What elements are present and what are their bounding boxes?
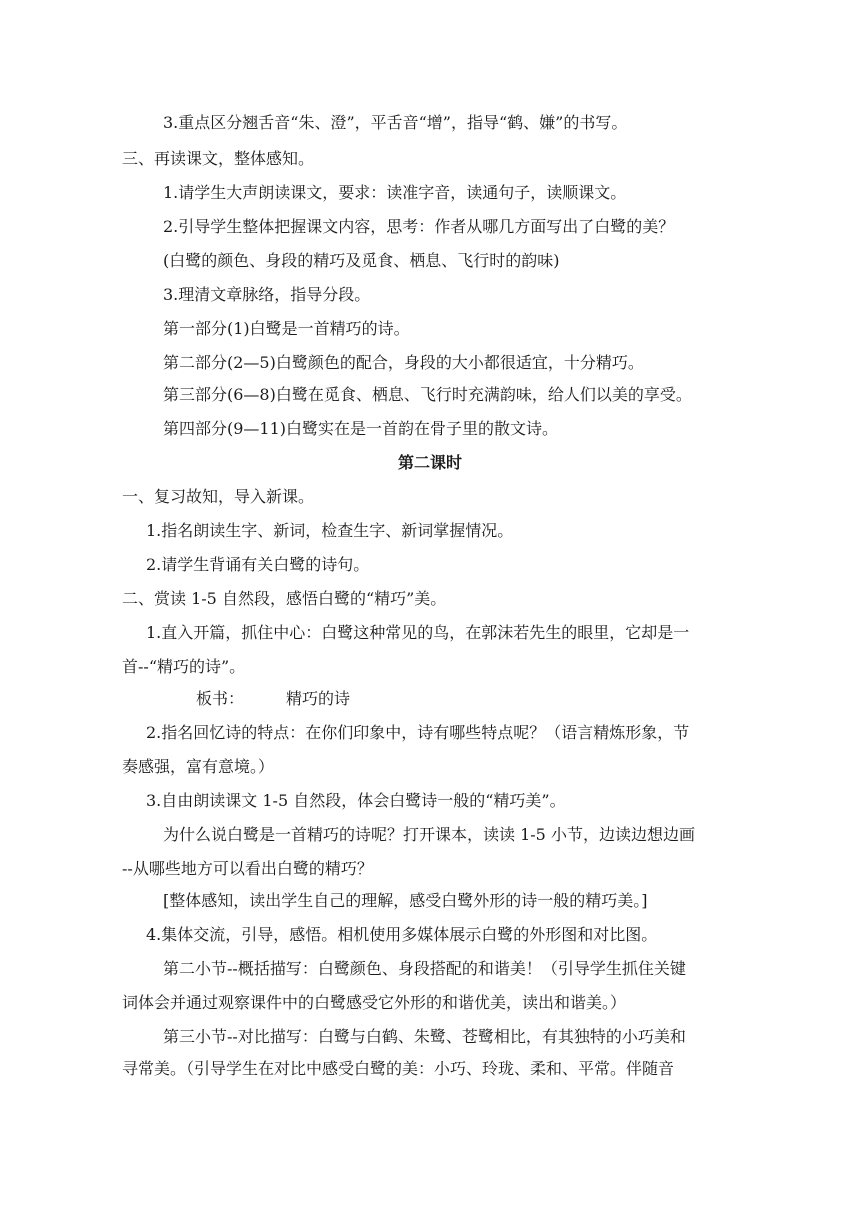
- text-line: 奏感强，富有意境。）: [122, 757, 275, 776]
- text-line: 2.引导学生整体把握课文内容，思考：作者从哪几方面写出了白鹭的美？: [163, 217, 675, 236]
- text-line: 为什么说白鹭是一首精巧的诗呢？打开课本，读读 1-5 小节，边读边想边画: [163, 825, 695, 844]
- text-line: [整体感知，读出学生自己的理解，感受白鹭外形的诗一般的精巧美。]: [163, 891, 648, 910]
- text-line: 第四部分(9—11)白鹭实在是一首韵在骨子里的散文诗。: [163, 419, 559, 438]
- text-line: 3.理清文章脉络，指导分段。: [163, 285, 371, 304]
- text-line: 1.指名朗读生字、新词，检查生字、新词掌握情况。: [146, 521, 514, 540]
- text-line: 第二部分(2—5)白鹭颜色的配合，身段的大小都很适宜，十分精巧。: [163, 353, 644, 372]
- text-line: 第三部分(6—8)白鹭在觅食、栖息、飞行时充满韵味，给人们以美的享受。: [163, 385, 692, 404]
- text-line: 第二小节--概括描写：白鹭颜色、身段搭配的和谐美！（引导学生抓住关键: [163, 959, 686, 978]
- text-line: 2.请学生背诵有关白鹭的诗句。: [146, 555, 370, 574]
- text-line: 2.指名回忆诗的特点：在你们印象中，诗有哪些特点呢？（语言精炼形象，节: [146, 723, 690, 742]
- board-label: 板书：: [196, 689, 245, 708]
- text-line: 1.请学生大声朗读课文，要求：读准字音，读通句子，读顺课文。: [163, 183, 627, 202]
- text-line: --从哪些地方可以看出白鹭的精巧？: [122, 859, 373, 878]
- section-heading: 二、赏读 1-5 自然段，感悟白鹭的“精巧”美。: [122, 589, 447, 608]
- section-heading: 三、再读课文，整体感知。: [122, 149, 315, 168]
- section-heading: 一、复习故知，导入新课。: [122, 487, 315, 506]
- text-line: 第一部分(1)白鹭是一首精巧的诗。: [163, 319, 410, 338]
- text-line: 首--“精巧的诗”。: [122, 657, 246, 676]
- text-line: 4.集体交流，引导，感悟。相机使用多媒体展示白鹭的外形图和对比图。: [146, 925, 658, 944]
- board-content: 精巧的诗: [286, 689, 351, 708]
- text-line: 1.直入开篇，抓住中心：白鹭这种常见的鸟，在郭沫若先生的眼里，它却是一: [146, 623, 690, 642]
- text-line: (白鹭的颜色、身段的精巧及觅食、栖息、飞行时的韵味): [163, 251, 560, 270]
- text-line: 寻常美。（引导学生在对比中感受白鹭的美：小巧、玲珑、柔和、平常。伴随音: [122, 1059, 675, 1078]
- text-line: 3.自由朗读课文 1-5 自然段，体会白鹭诗一般的“精巧美”。: [146, 791, 566, 810]
- text-line: 3.重点区分翘舌音“朱、澄”，平舌音“增”，指导“鹤、嫌”的书写。: [163, 113, 628, 132]
- text-line: 第三小节--对比描写：白鹭与白鹤、朱鹭、苍鹭相比，有其独特的小巧美和: [163, 1027, 686, 1046]
- text-line: 词体会并通过观察课件中的白鹭感受它外形的和谐优美，读出和谐美。）: [122, 993, 627, 1012]
- lesson-title: 第二课时: [398, 453, 463, 472]
